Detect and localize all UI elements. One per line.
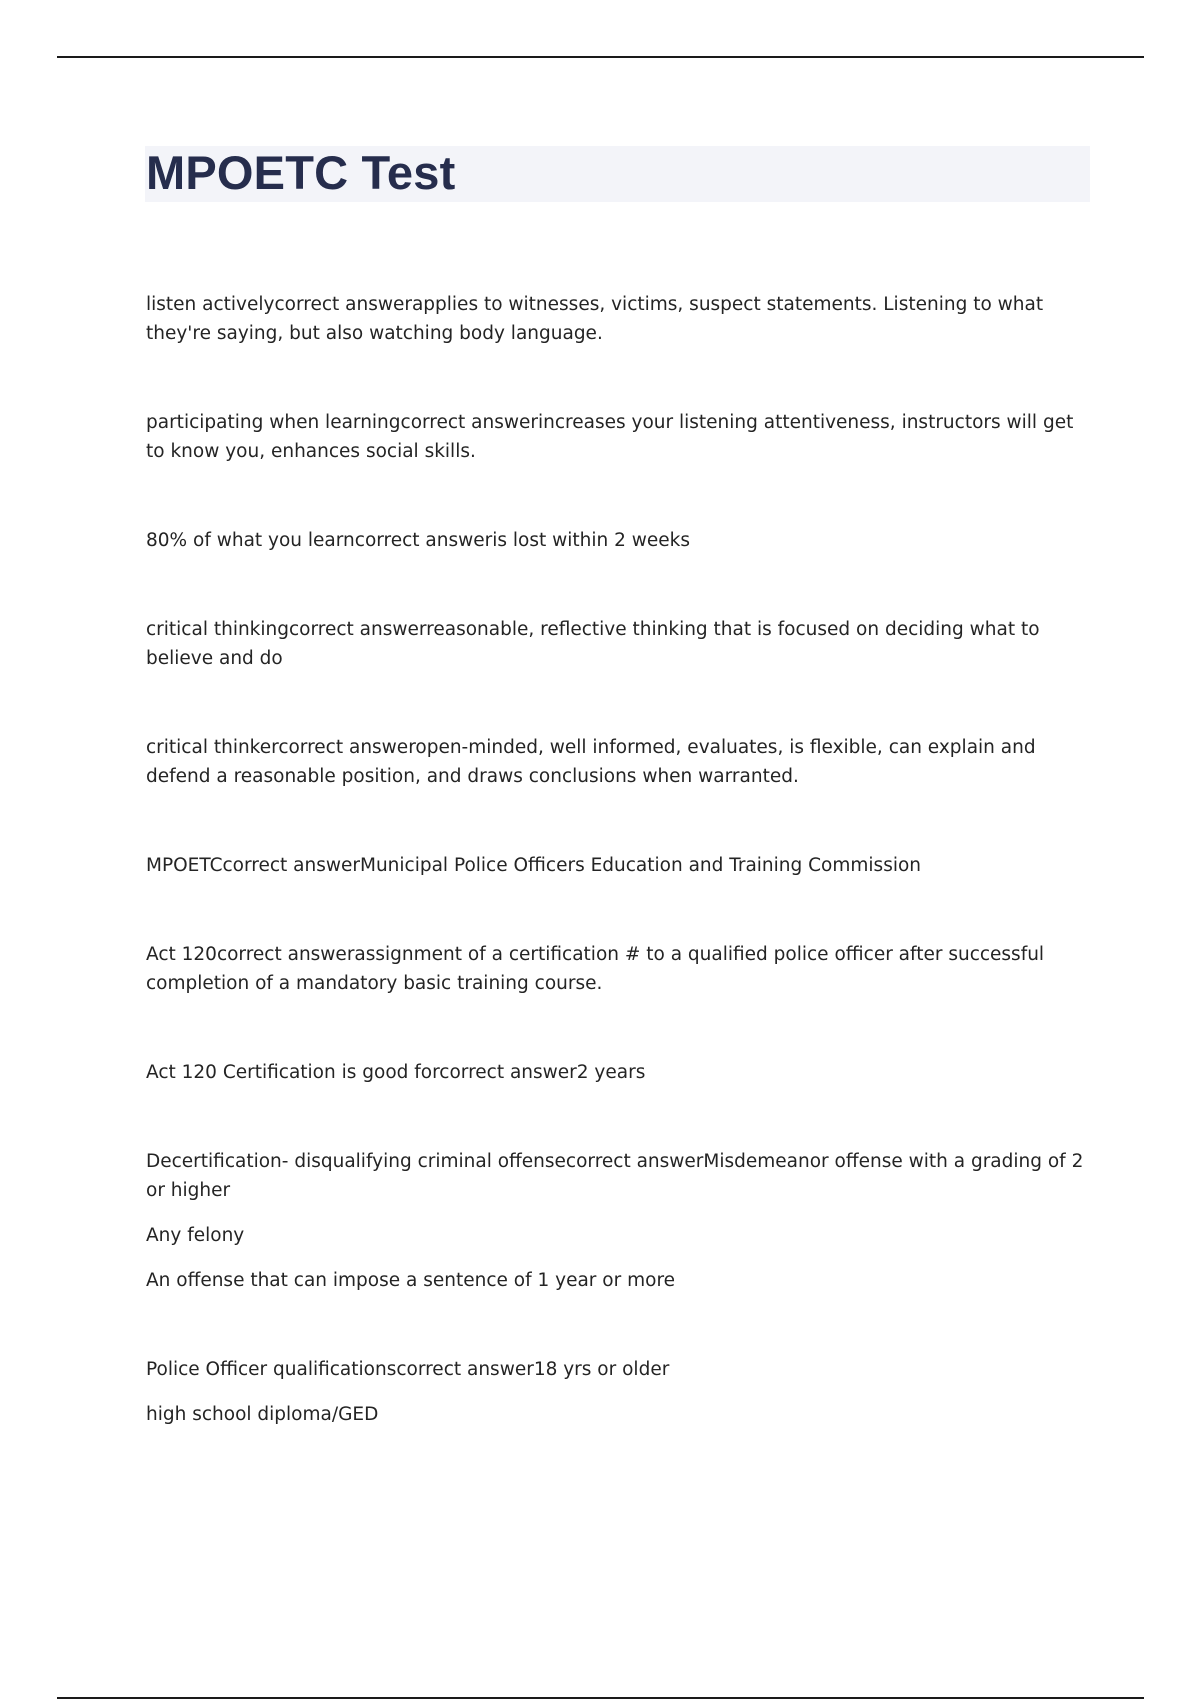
flashcard-entry — [146, 1147, 1096, 1295]
entry-text: 80% of what you learncorrect answeris lost within 2 weeks — [146, 530, 691, 551]
entry-text: listen activelycorrect answerapplies to witnesses, victims, suspect statements. Listening to what they're saying, but also watching body language. — [146, 294, 1044, 344]
entry-text: critical thinkercorrect answeropen-minded, well informed, evaluates, is flexible, can explain and defend a reasonable position, and draws conclusions when warranted. — [146, 737, 1036, 787]
entry-text: Police Officer qualificationscorrect answer18 yrs or older — [146, 1359, 670, 1380]
flashcard-entry — [146, 290, 1096, 348]
flashcard-entry — [146, 615, 1096, 673]
flashcard-entry — [146, 408, 1096, 466]
entry-text: An offense that can impose a sentence of 1 year or more — [146, 1270, 676, 1291]
entry-text: Any felony — [146, 1225, 245, 1246]
top-rule — [57, 56, 1144, 58]
bottom-rule — [57, 1697, 1144, 1699]
entry-text: critical thinkingcorrect answerreasonable, reflective thinking that is focused on deciding what to believe and do — [146, 619, 1040, 669]
flashcard-entry — [146, 733, 1096, 791]
entry-text: Act 120 Certification is good forcorrect answer2 years — [146, 1062, 646, 1083]
flashcard-entry — [146, 1355, 1096, 1429]
entry-text: high school diploma/GED — [146, 1404, 379, 1425]
document-body — [146, 290, 1096, 1489]
document-title: MPOETC Test — [146, 146, 456, 199]
entry-text: MPOETCcorrect answerMunicipal Police Officers Education and Training Commission — [146, 855, 922, 876]
flashcard-entry — [146, 526, 1096, 555]
flashcard-entry — [146, 940, 1096, 998]
entry-text: Act 120correct answerassignment of a certification # to a qualified police officer after successful completion of a mandatory basic training course. — [146, 944, 1045, 994]
entry-text: Decertification- disqualifying criminal offensecorrect answerMisdemeanor offense with a grading of 2 or higher — [146, 1151, 1084, 1201]
flashcard-entry — [146, 1058, 1096, 1087]
flashcard-entry — [146, 851, 1096, 880]
entry-text: participating when learningcorrect answerincreases your listening attentiveness, instructors will get to know you, enhances social skills. — [146, 412, 1074, 462]
